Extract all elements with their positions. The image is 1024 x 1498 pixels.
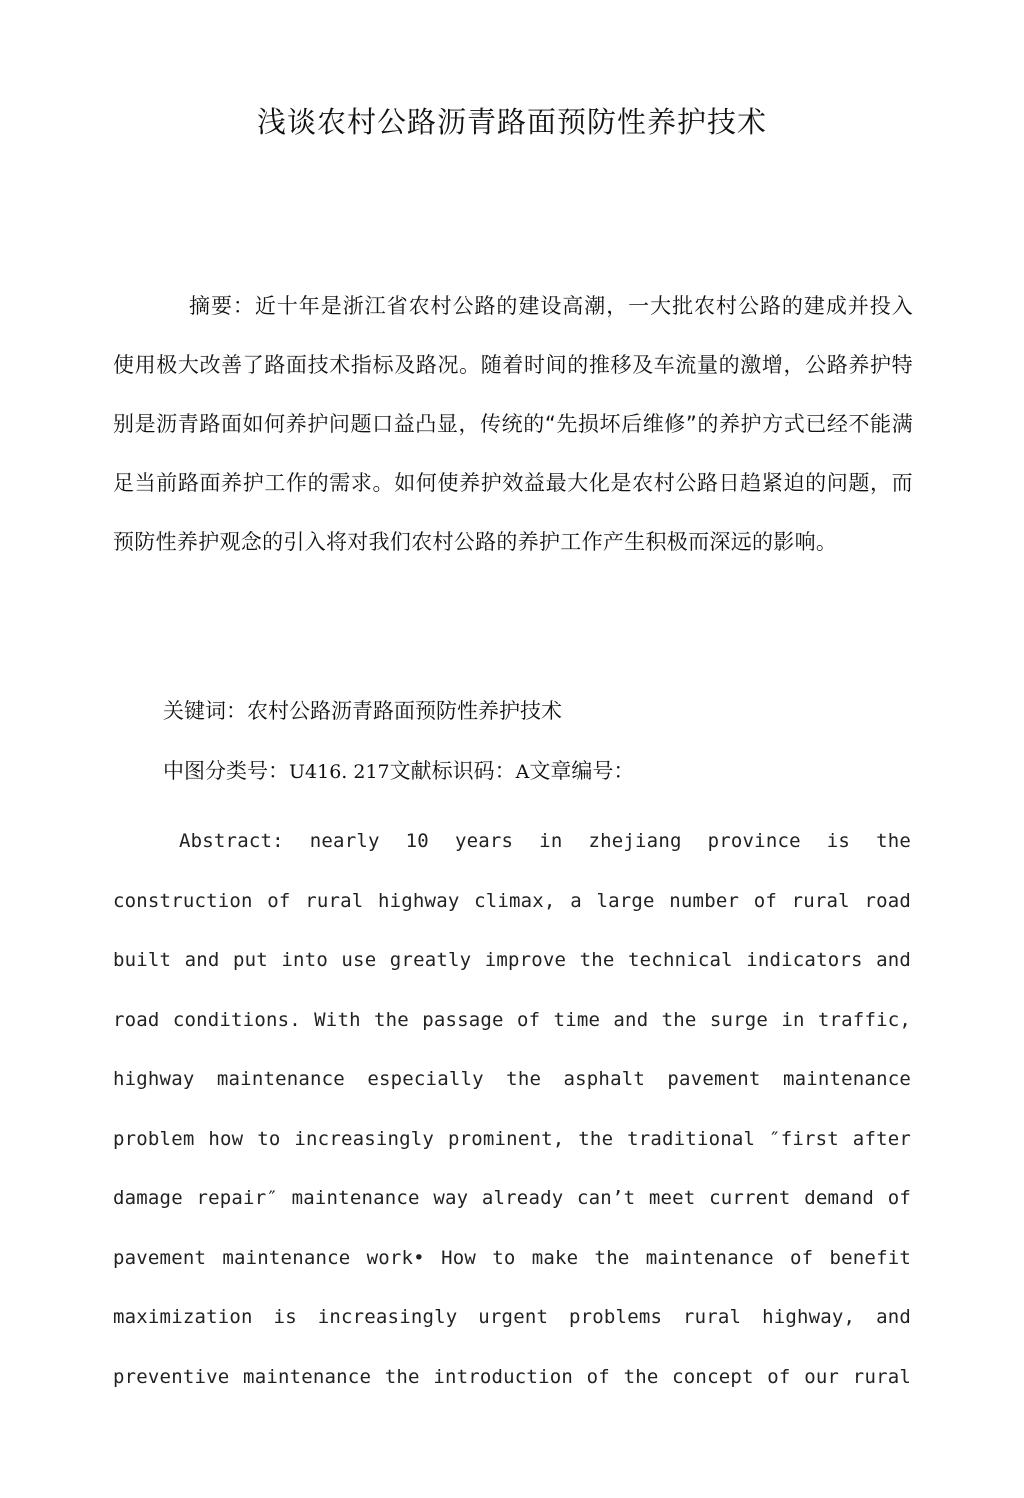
article-number-label: 文章编号： bbox=[529, 759, 635, 783]
clc-label: 中图分类号： bbox=[163, 759, 289, 783]
keywords-label: 关键词： bbox=[163, 699, 247, 723]
classification-line bbox=[163, 755, 634, 788]
keywords-value: 农村公路沥青路面预防性养护技术 bbox=[247, 699, 562, 723]
paper-title: 浅谈农村公路沥青路面预防性养护技术 bbox=[256, 105, 767, 139]
document-code-label: 文献标识码： bbox=[389, 759, 516, 783]
clc-value: U416. 217 bbox=[289, 761, 390, 783]
english-abstract: Abstract: nearly 10 years in zhejiang province is the construction of rural highway climax, a large number of rural road built and put into use greatly improve the technical indicators and road conditions. With the passage of time and the surge in traffic, highway maintenance especially the asphalt pavement maintenance problem how to increasingly prominent, the traditional ″first after damage repair″ maintenance way already can’t meet current demand of pavement maintenance work• How to make the maintenance of benefit maximization is increasingly urgent problems rural highway, and preventive maintenance the introduction of the concept of our rural bbox=[113, 830, 911, 1388]
keywords-line bbox=[163, 695, 562, 727]
document-code-value: A bbox=[515, 761, 530, 783]
chinese-abstract: 摘要：近十年是浙江省农村公路的建设高潮，一大批农村公路的建成并投入使用极大改善了路面技术指标及路况。随着时间的推移及车流量的激增，公路养护特别是沥青路面如何养护问题口益凸显，传统的“先损坏后维修”的养护方式已经不能满足当前路面养护工作的需求。如何使养护效益最大化是农村公路日趋紧迫的问题，而预防性养护观念的引入将对我们农村公路的养护工作产生积极而深远的影响。 bbox=[113, 294, 913, 554]
